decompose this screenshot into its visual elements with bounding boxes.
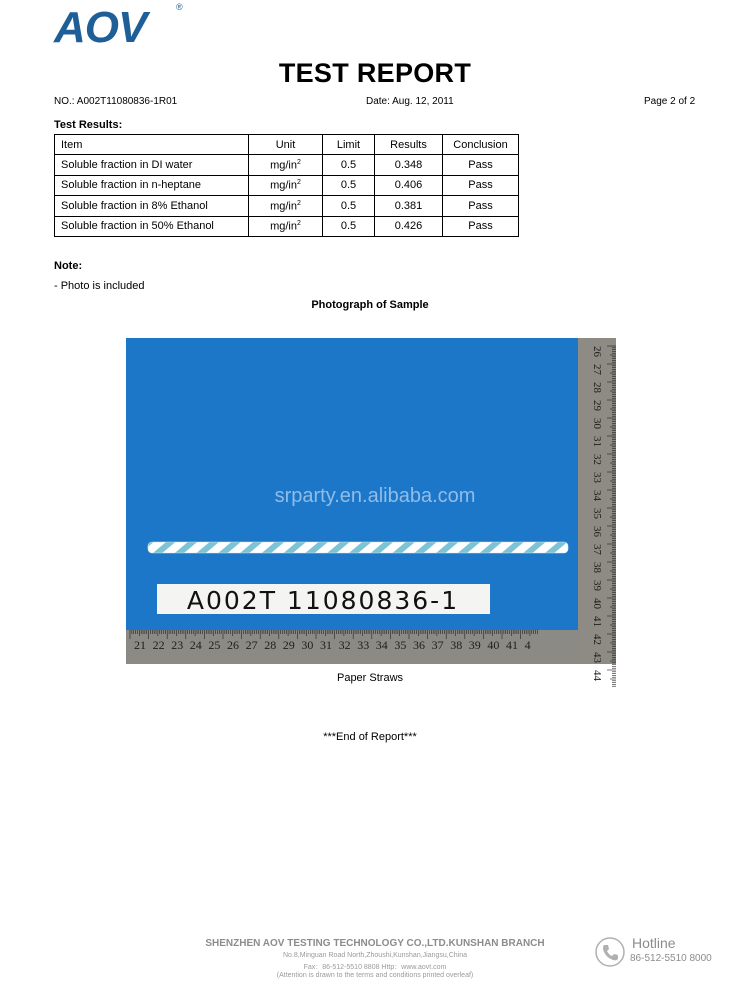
ruler-right-label: 26 — [591, 346, 603, 357]
ruler-bottom-label: 25 — [208, 638, 221, 652]
ruler-bottom-label: 36 — [413, 638, 425, 652]
cell-limit: 0.5 — [323, 155, 375, 175]
registered-mark: ® — [176, 2, 183, 12]
footer-company: SHENZHEN AOV TESTING TECHNOLOGY CO.,LTD.KUNSHAN BRANCH — [205, 938, 545, 949]
cell-unit: $mg/in^2$ — [249, 155, 323, 175]
cell-result: 0.348 — [375, 155, 443, 175]
cell-item: Soluble fraction in 50% Ethanol — [55, 216, 249, 236]
ruler-right-label: 39 — [591, 580, 603, 591]
aov-logo — [54, 3, 184, 52]
ruler-bottom-label: 28 — [264, 638, 277, 652]
hotline-number: 86-512-5510 8000 — [630, 953, 712, 964]
ruler-right-label: 28 — [591, 382, 603, 393]
ruler-bottom-label: 26 — [227, 638, 239, 652]
ruler-bottom-label: 39 — [468, 638, 481, 652]
footer-contact: Fax：86-512-5510 8808 Http：www.aovt.com — [303, 964, 447, 971]
footer-address: No.8,Minguan Road North,Zhoushi,Kunshan,Jiangsu,China — [282, 952, 468, 959]
cell-unit: $mg/in^2$ — [249, 196, 323, 216]
cell-unit: $mg/in^2$ — [249, 175, 323, 195]
cell-item: Soluble fraction in n-heptane — [55, 175, 249, 195]
ruler-right-label: 35 — [591, 508, 603, 519]
end-of-report: ***End of Report*** — [323, 731, 417, 743]
cell-result: 0.406 — [375, 175, 443, 195]
page-number: Page 2 of 2 — [644, 96, 696, 107]
ruler-bottom-label: 37 — [431, 638, 444, 652]
ruler-bottom-label: 33 — [357, 638, 370, 652]
ruler-right-label: 41 — [591, 616, 603, 627]
cell-result: 0.381 — [375, 196, 443, 216]
watermark-text: srparty.en.alibaba.com — [274, 485, 476, 507]
hotline-label: Hotline — [632, 935, 676, 951]
ruler-right-label: 38 — [591, 562, 603, 573]
table-row — [55, 155, 519, 175]
ruler-bottom-label: 38 — [450, 638, 463, 652]
ruler-bottom-label: 41 — [506, 638, 518, 652]
results-table — [54, 134, 519, 237]
ruler-bottom-label: 29 — [282, 638, 295, 652]
ruler-bottom-label: 21 — [134, 638, 146, 652]
ruler-bottom-label: 32 — [338, 638, 351, 652]
cell-item: Soluble fraction in 8% Ethanol — [55, 196, 249, 216]
ruler-right-label: 44 — [591, 670, 603, 681]
column-header-limit: Limit — [323, 135, 375, 155]
column-header-unit: Unit — [249, 135, 323, 155]
table-header-row — [55, 135, 519, 155]
test-results-label: Test Results: — [54, 119, 123, 131]
ruler-bottom-label: 22 — [152, 638, 165, 652]
ruler-right-label: 37 — [591, 544, 603, 555]
cell-conclusion: Pass — [443, 175, 519, 195]
report-number: NO.: A002T11080836-1R01 — [54, 96, 178, 107]
ruler-right-label: 43 — [591, 652, 603, 663]
phone-icon — [594, 936, 626, 968]
note-label: Note: — [54, 260, 83, 272]
column-header-results: Results — [375, 135, 443, 155]
table-row — [55, 196, 519, 216]
cell-unit: $mg/in^2$ — [249, 216, 323, 236]
table-row — [55, 175, 519, 195]
table-row — [55, 216, 519, 236]
photo-title: Photograph of Sample — [311, 299, 429, 311]
cell-limit: 0.5 — [323, 196, 375, 216]
ruler-bottom-label: 4 — [524, 638, 531, 652]
ruler-bottom-label: 24 — [189, 638, 202, 652]
column-header-conclusion: Conclusion — [443, 135, 519, 155]
ruler-right-label: 29 — [591, 400, 603, 411]
ruler-bottom-label: 40 — [487, 638, 500, 652]
ruler-bottom-label: 34 — [375, 638, 388, 652]
cell-result: 0.426 — [375, 216, 443, 236]
sample-label-text: A002T 11080836-1 — [186, 586, 460, 615]
ruler-bottom-label: 31 — [320, 638, 332, 652]
paper-straw — [148, 542, 568, 553]
logo-text: AOV — [54, 3, 147, 52]
cell-conclusion: Pass — [443, 155, 519, 175]
cell-item: Soluble fraction in DI water — [55, 155, 249, 175]
ruler-right-label: 30 — [591, 418, 603, 429]
ruler-right-label: 27 — [591, 364, 603, 375]
ruler-right-label: 31 — [591, 436, 603, 447]
ruler-right-label: 42 — [591, 634, 603, 645]
cell-limit: 0.5 — [323, 216, 375, 236]
cell-conclusion: Pass — [443, 196, 519, 216]
note-item: - Photo is included — [54, 280, 145, 292]
ruler-right-label: 40 — [591, 598, 603, 609]
ruler-bottom-label: 30 — [301, 638, 314, 652]
ruler-right-label: 33 — [591, 472, 603, 483]
report-date: Date: Aug. 12, 2011 — [366, 96, 454, 107]
ruler-right-label: 32 — [591, 454, 603, 465]
ruler-bottom-label: 35 — [394, 638, 407, 652]
ruler-right-label: 34 — [591, 490, 603, 501]
cell-limit: 0.5 — [323, 175, 375, 195]
ruler-right-label: 36 — [591, 526, 603, 537]
page-title: TEST REPORT — [278, 58, 472, 88]
ruler-bottom-label: 27 — [245, 638, 258, 652]
cell-conclusion: Pass — [443, 216, 519, 236]
ruler-bottom-label: 23 — [171, 638, 184, 652]
footer-attention: (Attention is drawn to the terms and conditions printed overleaf) — [276, 972, 474, 979]
photo-caption: Paper Straws — [336, 672, 404, 684]
column-header-item: Item — [55, 135, 249, 155]
